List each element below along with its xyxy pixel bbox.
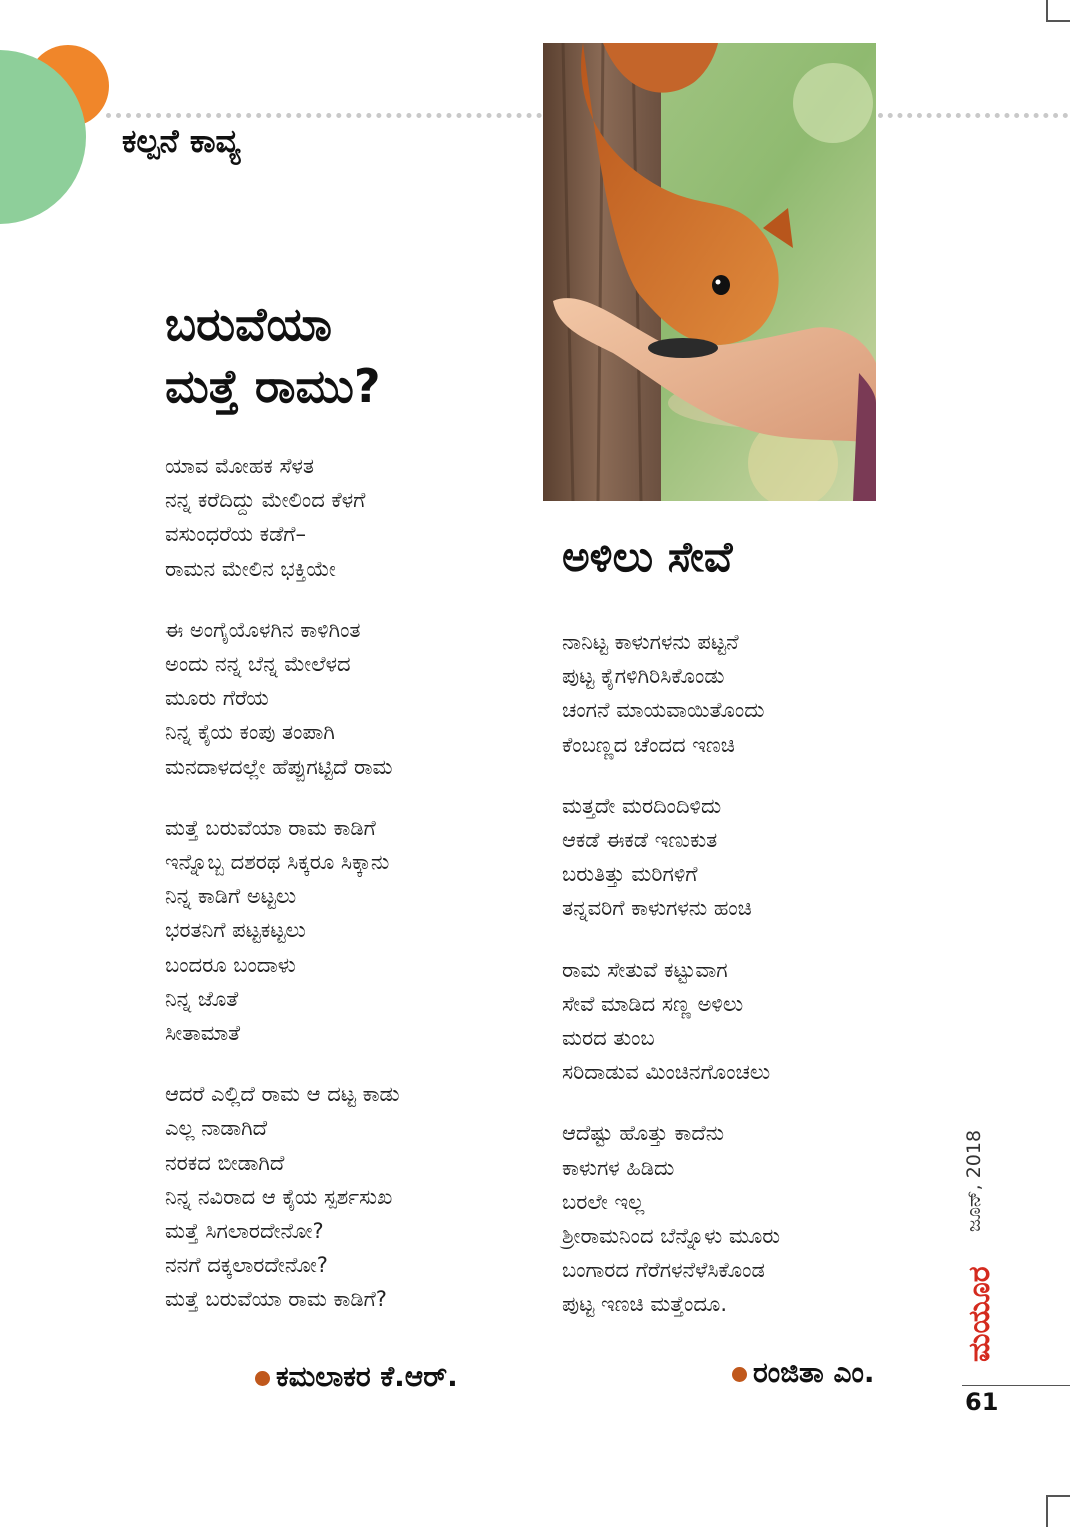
poem-line: ರಾಮ ಸೇತುವೆ ಕಟ್ಟುವಾಗ — [562, 957, 728, 982]
issue-date: ಜೂನ್, 2018 — [963, 1129, 985, 1232]
bullet-icon — [255, 1371, 270, 1386]
poem-line: ನಿನ್ನ ನವಿರಾದ ಆ ಕೈಯ ಸ್ಪರ್ಶಸುಖ — [165, 1184, 393, 1209]
page-number: 61 — [965, 1388, 999, 1416]
poem2-stanza-2 — [562, 789, 780, 926]
poem-line: ಅಂದು ನನ್ನ ಬೆನ್ನ ಮೇಲೆಳದ — [165, 652, 351, 677]
poem2-stanza-4 — [562, 1116, 780, 1321]
poem2-body — [562, 625, 780, 1349]
poem-line: ಬಂಗಾರದ ಗೆರೆಗಳನೆಳೆಸಿಕೊಂಡ — [562, 1258, 765, 1283]
poem-line: ಬರಲೇ ಇಲ್ಲ — [562, 1189, 645, 1214]
poem-line: ನಿನ್ನ ಜೊತೆ — [165, 986, 239, 1011]
poem-line: ವಸುಂಧರೆಯ ಕಡೆಗೆ– — [165, 522, 306, 547]
squirrel-eating-from-hand-photo — [543, 43, 876, 501]
poem-line: ಮೂರು ಗೆರೆಯ — [165, 686, 269, 711]
bullet-icon — [732, 1367, 747, 1382]
poem-line: ಮತ್ತೆ ಸಿಗಲಾರದೇನೋ? — [165, 1219, 324, 1244]
poem-line: ನಿನ್ನ ಕೈಯ ಕಂಪು ತಂಪಾಗಿ — [165, 720, 335, 745]
poem1-stanza-3 — [165, 811, 400, 1050]
poem-line: ಮರದ ತುಂಬ — [562, 1026, 655, 1051]
poem2-author — [732, 1356, 875, 1390]
poem2-stanza-1 — [562, 625, 780, 762]
poem1-stanza-2 — [165, 613, 400, 784]
squirrel-photo — [543, 43, 876, 501]
poem1-stanza-1 — [165, 449, 400, 586]
poem1-author-name: ಕಮಲಾಕರ ಕೆ.ಆರ್. — [276, 1360, 458, 1393]
poem-line: ಇನ್ನೊಬ್ಬ ದಶರಥ ಸಿಕ್ಕರೂ ಸಿಕ್ಕಾನು — [165, 850, 390, 875]
poem-line: ನನಗೆ ದಕ್ಕಲಾರದೇನೋ? — [165, 1253, 328, 1278]
poem1-title-line-1: ಬರುವೆಯಾ — [165, 297, 332, 351]
poem-line: ಆದರೆ ಎಲ್ಲಿದೆ ರಾಮ ಆ ದಟ್ಟ ಕಾಡು — [165, 1082, 400, 1107]
crop-mark-bottom-right — [1046, 1495, 1070, 1527]
poem2-author-name: ರಂಜಿತಾ ಎಂ. — [753, 1356, 875, 1389]
poem-line: ನರಕದ ಬೀಡಾಗಿದೆ — [165, 1150, 285, 1175]
poem1-title — [165, 293, 381, 417]
poem-line: ರಾಮನ ಮೇಲಿನ ಭಕ್ತಿಯೇ — [165, 556, 336, 581]
poem-line: ಸೀತಾಮಾತೆ — [165, 1021, 241, 1046]
poem-line: ಪುಟ್ಟ ಇಣಚಿ ಮತ್ತೆಂದೂ. — [562, 1292, 727, 1317]
poem-line: ಭರತನಿಗೆ ಪಟ್ಟಕಟ್ಟಲು — [165, 918, 306, 943]
poem-line: ಸೇವೆ ಮಾಡಿದ ಸಣ್ಣ ಅಳಿಲು — [562, 991, 744, 1016]
poem-line: ಮತ್ತೆ ಬರುವೆಯಾ ರಾಮ ಕಾಡಿಗೆ — [165, 815, 376, 840]
poem-line: ಸರಿದಾಡುವ ಮಿಂಚಿನಗೊಂಚಲು — [562, 1060, 771, 1085]
section-label: ಕಲ್ಪನೆ ಕಾವ್ಯ — [122, 122, 241, 160]
crop-mark-top-right — [1046, 0, 1070, 22]
poem-line: ಆದೆಷ್ಟು ಹೊತ್ತು ಕಾದೆನು — [562, 1121, 725, 1146]
poem2-title: ಅಳಿಲು ಸೇವೆ — [562, 532, 733, 581]
poem-line: ಶ್ರೀರಾಮನಿಂದ ಬೆನ್ನೊಳು ಮೂರು — [562, 1224, 781, 1249]
poem-line: ಈ ಅಂಗೈಯೊಳಗಿನ ಕಾಳಿಗಿಂತ — [165, 617, 361, 642]
poem-line: ಪುಟ್ಟ ಕೈಗಳಿಗಿರಿಸಿಕೊಂಡು — [562, 664, 725, 689]
footer-rule — [962, 1385, 1070, 1386]
poem1-stanza-4 — [165, 1077, 400, 1316]
poem-line: ತನ್ನವರಿಗೆ ಕಾಳುಗಳನು ಹಂಚಿ — [562, 896, 752, 921]
poem-line: ಮತ್ತದೇ ಮರದಿಂದಿಳಿದು — [562, 793, 722, 818]
dotted-rule-left — [106, 113, 542, 118]
poem-line: ಆಕಡೆ ಈಕಡೆ ಇಣುಕುತ — [562, 828, 718, 853]
poem-line: ಕಾಳುಗಳ ಹಿಡಿದು — [562, 1155, 675, 1180]
poem1-author — [255, 1360, 458, 1394]
dotted-rule-right — [878, 113, 1068, 118]
poem-line: ಬಂದರೂ ಬಂದಾಳು — [165, 952, 296, 977]
poem-line: ಮನದಾಳದಲ್ಲೇ ಹೆಪ್ಪುಗಟ್ಟಿದೆ ರಾಮ — [165, 754, 393, 779]
poem1-title-line-2: ಮತ್ತೆ ರಾಮು? — [165, 359, 381, 413]
poem1-body — [165, 449, 400, 1344]
poem-line: ಬರುತಿತ್ತು ಮರಿಗಳಿಗೆ — [562, 862, 698, 887]
poem-line: ಕೆಂಬಣ್ಣದ ಚೆಂದದ ಇಣಚಿ — [562, 732, 735, 757]
poem-line: ನಿನ್ನ ಕಾಡಿಗೆ ಅಟ್ಟಲು — [165, 884, 297, 909]
poem2-stanza-3 — [562, 953, 780, 1090]
poem-line: ನಾನಿಟ್ಟ ಕಾಳುಗಳನು ಪಟ್ಟನೆ — [562, 630, 739, 654]
magazine-logo: ಮಯೂರ — [962, 1266, 997, 1362]
poem-line: ಚಂಗನೆ ಮಾಯವಾಯಿತೊಂದು — [562, 698, 765, 723]
poem-line: ಯಾವ ಮೋಹಕ ಸೆಳತ — [165, 454, 315, 478]
poem-line: ಎಲ್ಲ ನಾಡಾಗಿದೆ — [165, 1116, 268, 1141]
poem-line: ಮತ್ತೆ ಬರುವೆಯಾ ರಾಮ ಕಾಡಿಗೆ? — [165, 1287, 387, 1312]
poem-line: ನನ್ನ ಕರೆದಿದ್ದು ಮೇಲಿಂದ ಕೆಳಗೆ — [165, 488, 366, 513]
